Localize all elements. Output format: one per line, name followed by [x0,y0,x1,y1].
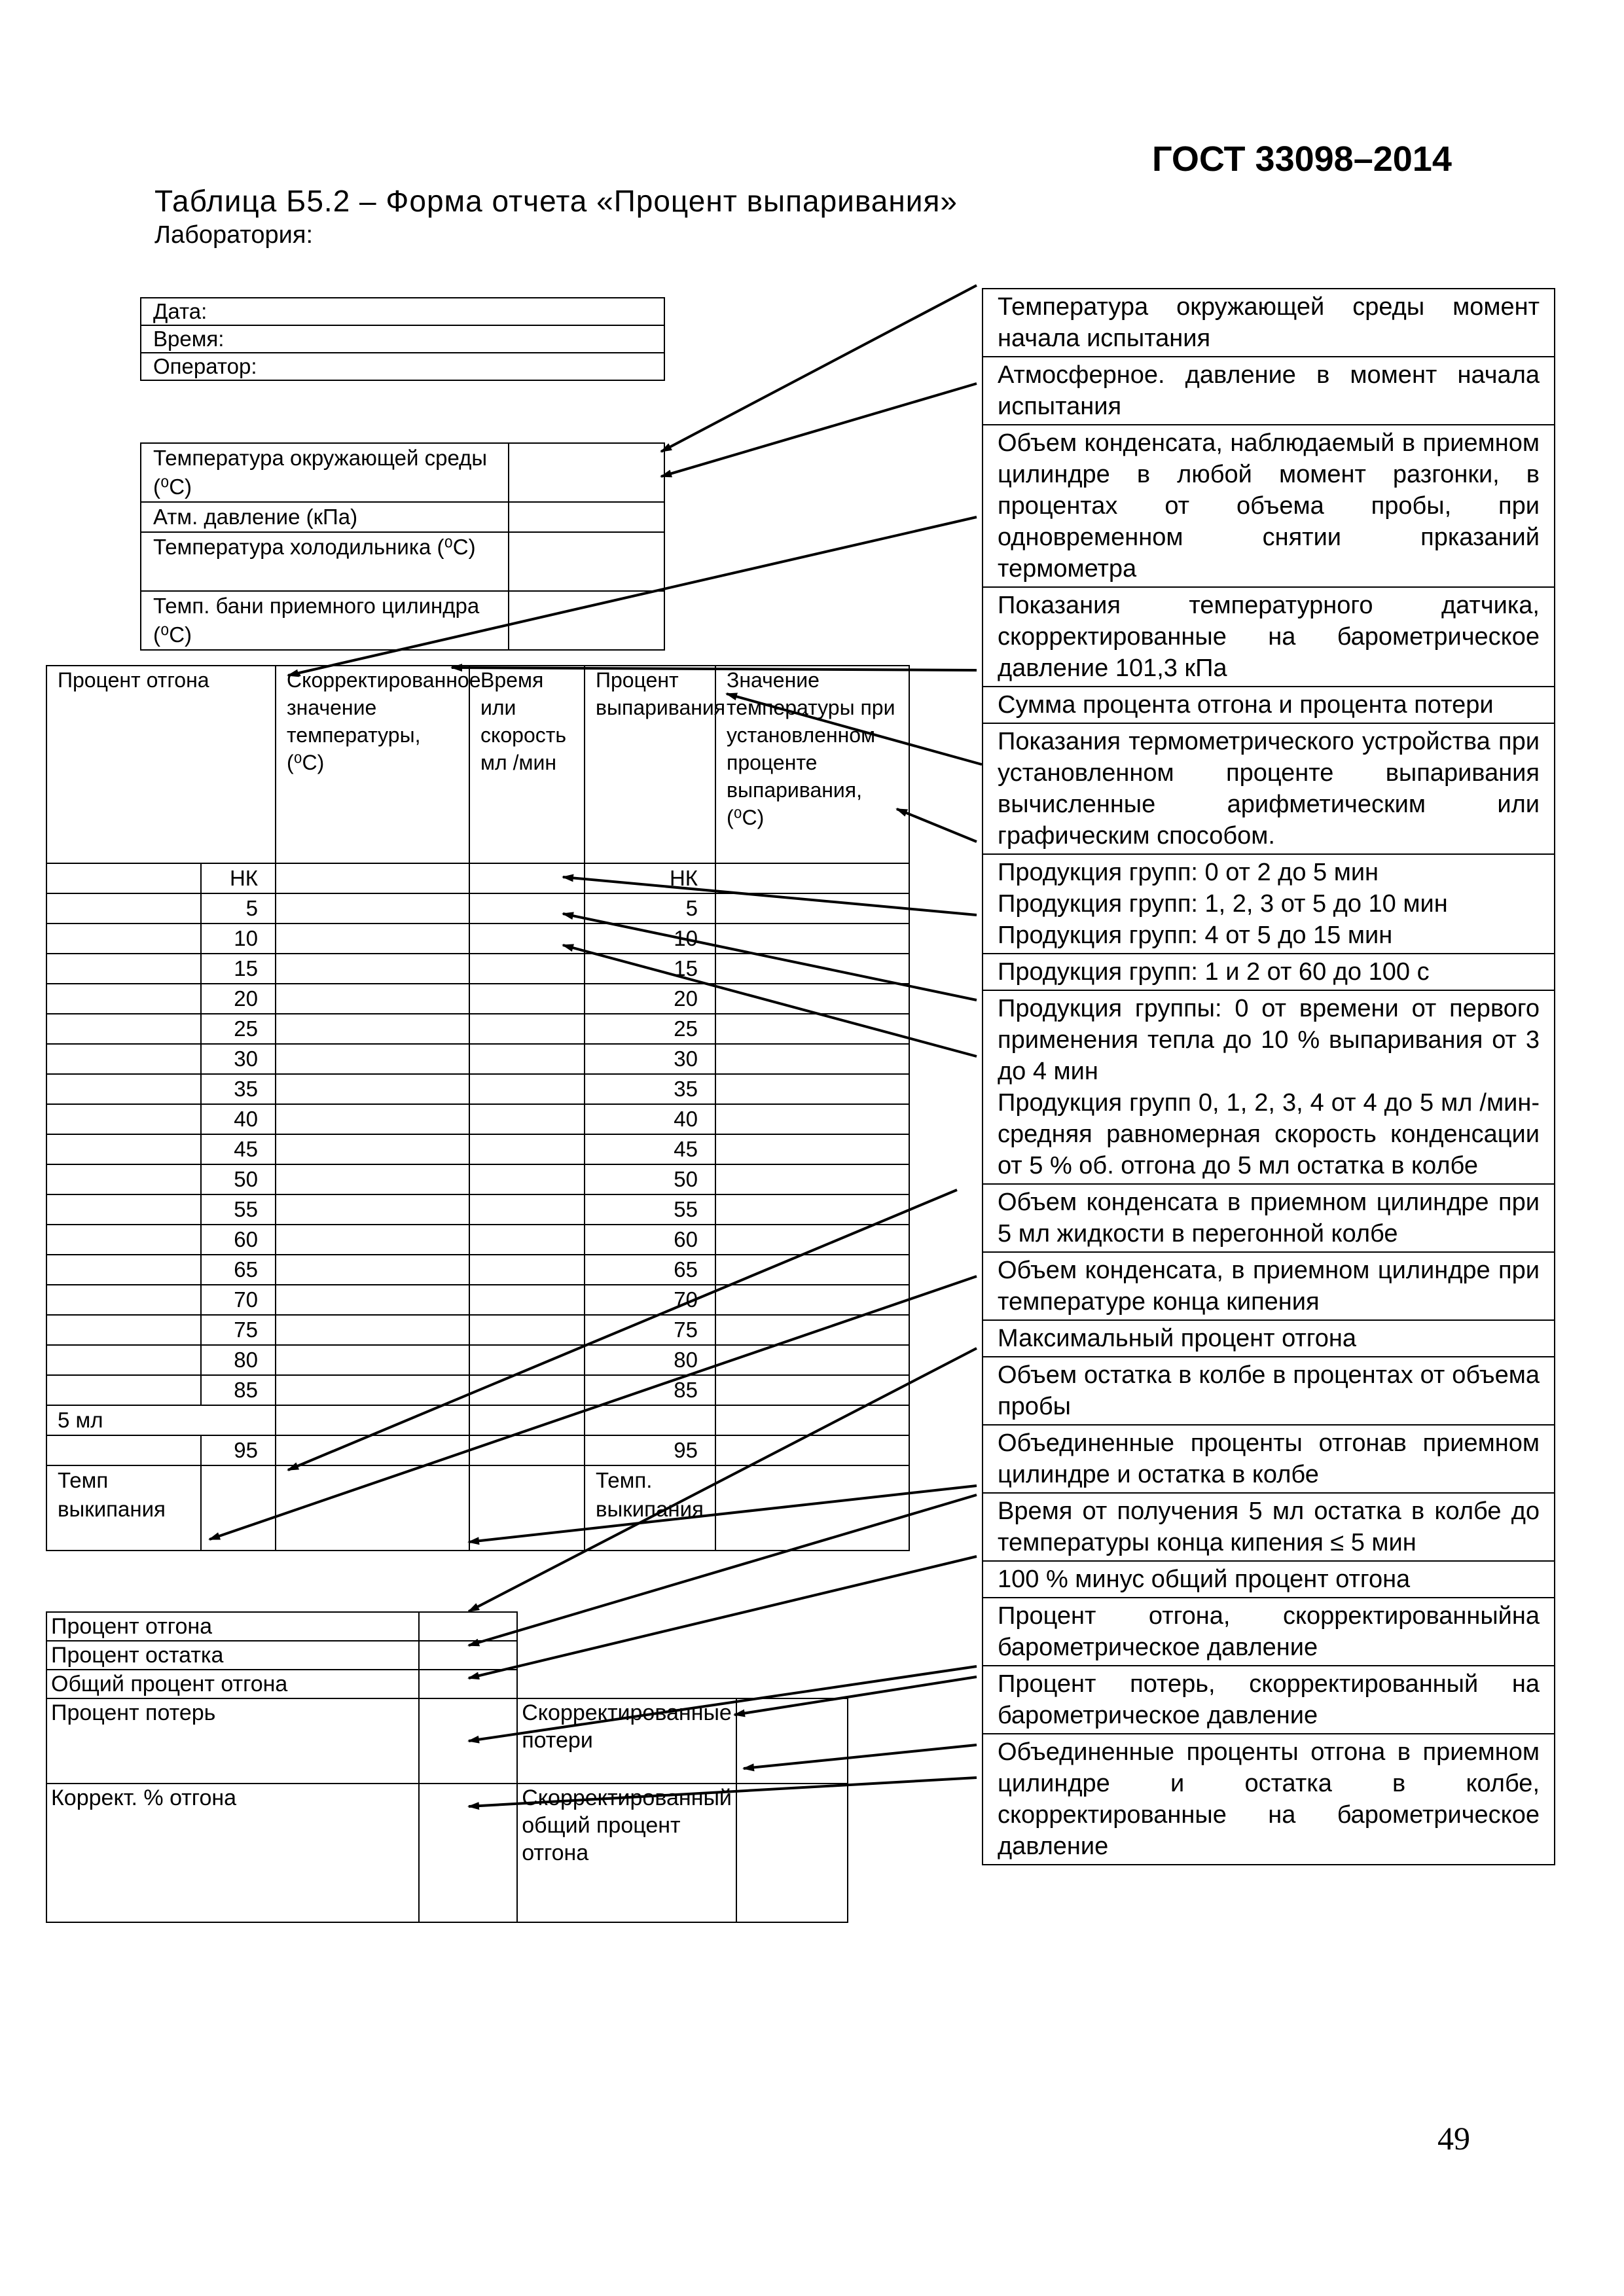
row-percent-right: 10 [585,924,715,954]
row-percent-right: 65 [585,1255,715,1285]
row-percent-left: 15 [201,954,276,984]
row-percent-left: НК [201,863,276,893]
explanation-note: Продукция групп: 0 от 2 до 5 мин Продукция групп: 1, 2, 3 от 5 до 10 мин Продукция групп: 4 от 5 до 15 мин [983,855,1554,954]
table-title: Таблица Б5.2 – Форма отчета «Процент выпаривания» [154,184,958,218]
row-percent-left: 70 [201,1285,276,1315]
laboratory-label: Лаборатория: [154,221,314,249]
row-percent-left: 25 [201,1014,276,1044]
explanation-note: Максимальный процент отгона [983,1321,1554,1357]
row-percent-right: 30 [585,1044,715,1074]
row-percent-left: 55 [201,1194,276,1225]
explanation-note: Показания температурного датчика, скорректированные на барометрическое давление 101,3 кПа [983,588,1554,687]
ambient-temp-label: Температура окружающей среды (⁰С) [141,443,509,502]
page-number: 49 [1437,2120,1470,2157]
explanation-note: Атмосферное. давление в момент начала испытания [983,357,1554,425]
arrow-8 [563,914,977,1000]
corrected-loss-label: Скорректированные потери [517,1698,736,1784]
corrected-total-label: Скорректированный общий процент отгона [517,1784,736,1922]
row-percent-left: 50 [201,1164,276,1194]
arrow-18 [744,1745,977,1768]
arrow-3 [288,517,977,675]
recovery-label: Процент отгона [46,1612,419,1641]
row-percent-left: 10 [201,924,276,954]
header-time-rate: Время или скорость мл /мин [469,666,585,863]
row-percent-right: 70 [585,1285,715,1315]
row-percent-right: 75 [585,1315,715,1345]
header-recovered: Процент отгона [46,666,276,863]
row-percent-right: 35 [585,1074,715,1104]
arrow-5 [727,694,982,764]
row-percent-left: 65 [201,1255,276,1285]
explanation-note: Объем конденсата в приемном цилиндре при 5 мл жидкости в перегонной колбе [983,1185,1554,1253]
row-percent-right: 25 [585,1014,715,1044]
operator-field[interactable]: Оператор: [141,353,664,380]
row-percent-right: 5 [585,893,715,924]
arrow-1 [661,285,977,452]
row-percent-right: 15 [585,954,715,984]
header-corrected-temp: Скорректированное значение температуры, (⁰С) [276,666,469,863]
arrow-9 [563,945,977,1056]
corrected-recovery-label: Коррект. % отгона [46,1784,419,1922]
temp-boil-label-right: Темп. выкипания [585,1465,715,1551]
explanation-note: Продукция групп: 1 и 2 от 60 до 100 с [983,954,1554,991]
time-field[interactable]: Время: [141,325,664,353]
explanation-note: Объем конденсата, в приемном цилиндре при температуре конца кипения [983,1253,1554,1321]
arrow-19 [469,1778,977,1806]
date-field[interactable]: Дата: [141,298,664,325]
arrow-14 [469,1495,977,1645]
row-percent-right: НК [585,863,715,893]
loss-label: Процент потерь [46,1698,419,1784]
arrow-16 [469,1666,977,1741]
arrow-15 [469,1556,977,1678]
explanation-note: Объем конденсата, наблюдаемый в приемном цилиндре в любой момент разгонки, в процентах от объема пробы, при одновременном снятии прказаний термометра [983,425,1554,588]
explanation-note: Показания термометрического устройства при установленном проценте выпаривания вычисленные арифметическим или графическим способом. [983,724,1554,855]
header-temp-at-evaporated: Значение температуры при установленном проценте выпаривания, (⁰С) [715,666,909,863]
explanation-note: Продукция группы: 0 от времени от первого применения тепла до 10 % выпаривания от 3 до 4 мин Продукция групп 0, 1, 2, 3, 4 от 4 до 5 мл /мин-средняя равномерная скорость конденсации от 5 % об. отгона до 5 мл остатка в колбе [983,991,1554,1185]
five-ml-label: 5 мл [46,1405,276,1435]
explanation-note: Температура окружающей среды момент начала испытания [983,289,1554,357]
row-percent-left: 30 [201,1044,276,1074]
temp-boil-label: Темп выкипания [46,1465,201,1551]
residue-label: Процент остатка [46,1641,419,1670]
arrow-12 [469,1348,977,1611]
row-95-left: 95 [201,1435,276,1465]
header-evaporated: Процент выпаривания [585,666,715,863]
explanation-note: Процент потерь, скорректированный на барометрическое давление [983,1666,1554,1734]
row-percent-left: 60 [201,1225,276,1255]
explanation-note: Процент отгона, скорректированныйна барометрическое давление [983,1598,1554,1666]
row-95-right: 95 [585,1435,715,1465]
arrow-7 [563,877,977,915]
row-percent-left: 5 [201,893,276,924]
total-recovery-label: Общий процент отгона [46,1670,419,1698]
explanation-note: Объединенные проценты отгонав приемном цилиндре и остатка в колбе [983,1426,1554,1494]
row-percent-left: 40 [201,1104,276,1134]
row-percent-left: 85 [201,1375,276,1405]
row-percent-left: 45 [201,1134,276,1164]
arrow-group [209,285,982,1806]
row-percent-left: 75 [201,1315,276,1345]
row-percent-right: 55 [585,1194,715,1225]
row-percent-left: 80 [201,1345,276,1375]
explanation-note: Сумма процента отгона и процента потери [983,687,1554,724]
row-percent-right: 80 [585,1345,715,1375]
row-percent-right: 85 [585,1375,715,1405]
row-percent-left: 20 [201,984,276,1014]
standard-number: ГОСТ 33098–2014 [1152,139,1452,179]
row-percent-right: 20 [585,984,715,1014]
bath-temp-label: Темп. бани приемного цилиндра (⁰С) [141,591,509,650]
row-percent-right: 60 [585,1225,715,1255]
arrow-10 [288,1190,957,1470]
arrow-6 [897,809,977,842]
row-percent-right: 50 [585,1164,715,1194]
explanation-note: Объем остатка в колбе в процентах от объема пробы [983,1357,1554,1426]
arrow-2 [661,384,977,476]
atm-pressure-label: Атм. давление (кПа) [141,502,509,532]
explanation-note: 100 % минус общий процент отгона [983,1562,1554,1598]
explanation-note: Время от получения 5 мл остатка в колбе до температуры конца кипения ≤ 5 мин [983,1494,1554,1562]
arrow-13 [469,1486,977,1542]
condenser-temp-label: Температура холодильника (⁰С) [141,532,509,591]
row-percent-left: 35 [201,1074,276,1104]
explanation-note: Объединенные проценты отгона в приемном цилиндре и остатка в колбе, скорректированные на барометрическое давление [998,1738,1540,1860]
arrow-4 [452,668,977,670]
row-percent-right: 45 [585,1134,715,1164]
row-percent-right: 40 [585,1104,715,1134]
